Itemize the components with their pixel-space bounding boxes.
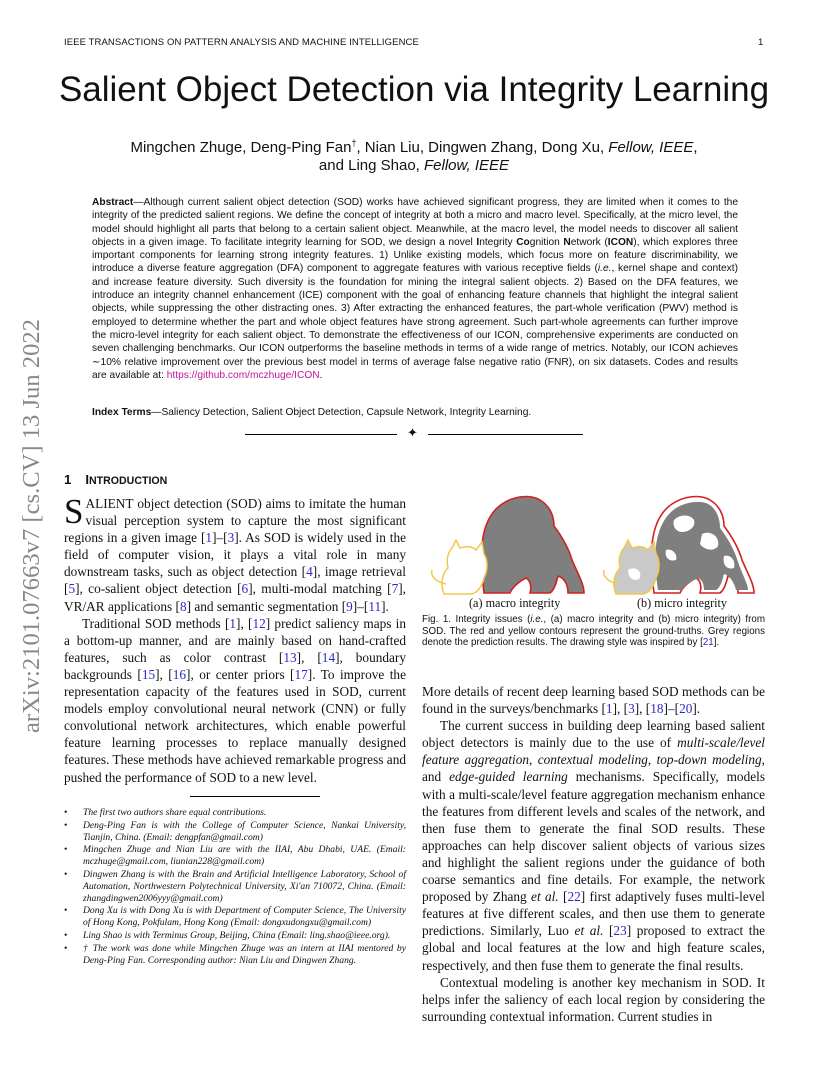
drop-cap: S: [64, 492, 84, 531]
index-terms-text: —Saliency Detection, Salient Object Detection, Capsule Network, Integrity Learning.: [151, 407, 532, 418]
abstract-label: Abstract: [92, 197, 134, 208]
abstract-end: .: [319, 369, 323, 381]
acronym-letter: I: [476, 236, 480, 248]
citation-link[interactable]: 21: [702, 637, 714, 649]
citation-link[interactable]: 3: [628, 701, 635, 717]
text: ], [: [155, 666, 173, 682]
citation-link[interactable]: 6: [241, 581, 249, 597]
acronym-letter: Co: [516, 236, 530, 248]
micro-cat-groundtruth: [614, 540, 659, 594]
citation-link[interactable]: 7: [391, 581, 399, 597]
arxiv-stamp-column: [14, 292, 50, 760]
text: [: [603, 923, 614, 939]
citation-link[interactable]: 16: [172, 666, 187, 682]
footnote-item: • Ling Shao is with Terminus Group, Beijing, China (Email: ling.shao@ieee.org).: [64, 930, 406, 942]
text: ,: [647, 752, 657, 768]
fellow-title-1: Fellow, IEEE: [608, 139, 694, 156]
citation-link[interactable]: 17: [294, 666, 308, 682]
text: ] and semantic segmentation [: [186, 598, 347, 614]
citation-link[interactable]: 1: [205, 530, 213, 546]
figure-label-micro: (b) micro integrity: [637, 596, 728, 610]
caption-text: , (a) macro integrity and (b) micro integrity) from SOD. The red and yellow contours represent the ground-truths. Grey regions denote the prediction results. The drawing style was inspired by [: [422, 614, 765, 649]
text: ]–[: [352, 598, 369, 614]
authors-line1-a: Mingchen Zhuge, Deng-Ping Fan: [130, 139, 352, 156]
citation-link[interactable]: 20: [679, 701, 693, 717]
fellow-title-2: Fellow, IEEE: [424, 157, 510, 174]
text: The current success in building deep learning based salient object detectors is mainly due to the use of: [422, 718, 765, 751]
citation-link[interactable]: 11: [368, 598, 382, 614]
text: ], [: [236, 615, 253, 631]
macro-cat-groundtruth: [442, 540, 487, 594]
footnote-item: • The first two authors share equal contributions.: [64, 807, 406, 819]
authors-line1-c: ,: [693, 139, 698, 156]
footnote-item: • Dingwen Zhang is with the Brain and Artificial Intelligence Laboratory, School of Automation, Northwestern Polytechnical University, Xi'an 710072, China. (Email: zhangdingwen2006yyy@gmail.com): [64, 869, 406, 904]
citation-link[interactable]: 1: [229, 615, 237, 631]
text: ], boundary backgrounds [: [64, 649, 406, 682]
page-number: 1: [758, 37, 764, 48]
code-link[interactable]: https://github.com/mczhuge/ICON: [166, 369, 320, 381]
citation-link[interactable]: 14: [321, 649, 336, 665]
text: ], [: [612, 701, 629, 717]
col2-paragraph-1: [422, 683, 765, 717]
abstract-text-1: —Although current salient object detection (SOD) works have achieved significant progress, they are limited when it comes to the integrity of the predicted salient regions. We define the concept of integrity at both a micro and macro level. Specifically, at the micro level, the model should highlight all parts that belong to a certain salient object. Meanwhile, at the macro level, the model needs to discover all salient objects in a given image. To facilitate integrity learning for SOD, we design a novel: [92, 197, 738, 248]
acronym-letter: N: [563, 236, 571, 248]
section-number: 1: [64, 472, 72, 487]
text: [: [558, 889, 568, 905]
right-column-text: [422, 683, 765, 1025]
text: ], or center priors [: [186, 666, 295, 682]
dagger-mark: †: [351, 138, 357, 148]
separator-line-left: [245, 434, 397, 435]
citation-link[interactable]: 5: [68, 581, 76, 597]
footnote-item: • Deng-Ping Fan is with the College of Computer Science, Nankai University, Tianjin, China. (Email: dengpfan@gmail.com): [64, 820, 406, 844]
citation-link[interactable]: 3: [227, 530, 235, 546]
running-header: IEEE TRANSACTIONS ON PATTERN ANALYSIS AND MACHINE INTELLIGENCE: [64, 37, 419, 48]
index-terms: [92, 407, 738, 418]
text: , and: [422, 752, 765, 785]
arxiv-stamp: arXiv:2101.07663v7 [cs.CV] 13 Jun 2022: [18, 319, 45, 733]
citation-link[interactable]: 12: [252, 615, 266, 631]
text: ]–[: [212, 530, 228, 546]
caption-ie: i.e.: [530, 614, 544, 625]
paper-title: Salient Object Detection via Integrity Learning: [58, 70, 770, 109]
abstract-text-3: , kernel shape and context) and increase feature diversity. Such diversity is the foundation for mining the integral salient objects. 2) Based on the DFA features, we introduce an integrity channel enhancement (ICE) component with the goal of enhancing feature channels that highlight the integral salient objects, while suppressing the other distracting ones. 3) After extracting the enhanced features, the part-whole verification (PWV) method is employed to determine whether the part and whole object features have strong agreement. Such part-whole agreements can further improve the micro-level integrity for each salient object. To demonstrate the effectiveness of our ICON, comprehensive experiments are conducted on seven challenging benchmarks. Our ICON outperforms the baseline methods in terms of a wide range of metrics. Notably, our ICON achieves ∼10% relative improvement over the previous best model in terms of average false negative ratio (FNR), on six datasets. Codes and results are available at:: [92, 263, 738, 381]
abstract-word: ntegrity: [479, 236, 517, 248]
citation-link[interactable]: 13: [283, 649, 297, 665]
text: mechanisms. Specifically, models with a multi-scale/level feature aggregation mechanism enhance the features from different levels and scales of the network, and then fuse them to generate the final SOD results. These approaches can help discover salient objects of various sizes and highlight the salient regions under the guidance of both coarse semantics and fine details. For example, the network proposed by Zhang: [422, 769, 766, 905]
abstract-text-2: ), which explores three important components for learning strong integrity features. 1) Unlike existing models, which focus more on feature discriminability, we introduce a diverse feature aggregation (DFA) component to aggregate features with various receptive fields (: [92, 236, 738, 275]
text: ], image retrieval [: [64, 564, 406, 597]
text: ], [: [296, 649, 322, 665]
emphasis: top-down modeling: [656, 752, 762, 768]
abstract-ie: i.e.: [597, 263, 612, 275]
footnote-item: • † The work was done while Mingchen Zhuge was an intern at IIAI mentored by Deng-Ping Fan. Corresponding author: Nian Liu and Dingwen Zhang.: [64, 943, 406, 967]
citation-link[interactable]: 23: [613, 923, 627, 939]
figure-caption: [422, 614, 765, 649]
text: ].: [692, 701, 701, 717]
citation-link[interactable]: 1: [605, 701, 613, 717]
micro-integrity-panel: [604, 497, 754, 594]
footnote-rule: [190, 796, 320, 797]
text: Traditional SOD methods [: [82, 615, 230, 631]
text: ].: [381, 598, 389, 614]
text: ]. As SOD is widely used in the field of computer vision, it plays a vital role in many downstream tasks, such as object detection [: [64, 530, 407, 580]
footnote-item: • Mingchen Zhuge and Nian Liu are with the IIAI, Abu Dhabi, UAE. (Email: mczhuge@gmail.com, liunian228@gmail.com): [64, 844, 406, 868]
section-initial: I: [85, 472, 90, 487]
macro-integrity-panel: [432, 497, 584, 594]
authors-line2: and Ling Shao,: [318, 157, 425, 174]
macro-dog-prediction: [481, 497, 584, 593]
section-title-rest: NTRODUCTION: [89, 475, 168, 487]
citation-link[interactable]: 4: [306, 564, 313, 580]
emphasis: contextual modeling: [537, 752, 648, 768]
text: ], co-salient object detection [: [75, 581, 242, 597]
author-list: [0, 134, 828, 175]
emphasis: multi-scale/level feature aggregation: [422, 735, 765, 768]
footnote-list: [64, 807, 406, 967]
intro-paragraph-1: [64, 492, 407, 615]
emphasis: et al.: [574, 923, 604, 939]
text: ], multi-modal matching [: [248, 581, 392, 597]
abstract: [92, 196, 738, 382]
col2-paragraph-2: [422, 717, 765, 973]
text: ], VR/AR applications [: [64, 581, 407, 614]
separator-line-right: [428, 434, 583, 435]
index-terms-label: Index Terms: [92, 407, 152, 418]
emphasis: edge-guided learning: [449, 769, 568, 785]
figure-label-macro: (a) macro integrity: [469, 596, 561, 610]
icon-acronym: ICON: [607, 236, 634, 248]
text: More details of recent deep learning based SOD methods can be found in the surveys/benchmarks [: [422, 684, 765, 717]
authors-line1-b: , Nian Liu, Dingwen Zhang, Dong Xu,: [356, 139, 609, 156]
col2-paragraph-3: Contextual modeling is another key mechanism in SOD. It helps infer the saliency of each local region by considering the surrounding contextual information. Current studies in: [422, 974, 765, 1024]
footnote-item: • Dong Xu is with Dong Xu is with Department of Computer Science, The University of Hong Kong, Pokfulam, Hong Kong (Email: dongxudongxu@gmail.com): [64, 905, 406, 929]
text: ,: [529, 752, 538, 768]
caption-text: Fig. 1. Integrity issues (: [422, 614, 531, 625]
emphasis: et al.: [531, 889, 559, 905]
text: ] proposed to extract the global and local features at the low and high feature scales, respectively, and then fuse them to generate the final results.: [422, 923, 765, 973]
figure-integrity-illustration: [422, 490, 765, 610]
text: ]. To improve the representation capacity of the features used in SOD, current models employ convolutional neural network (CNN) or fully convolutional network architectures, which enable powerful feature learning processes to replace manually designed features. These methods have achieved remarkable progress and pushed the performance of SOD to a new level.: [64, 666, 406, 785]
intro-paragraph-2: [64, 615, 406, 786]
separator-star-icon: ✦: [407, 425, 418, 440]
section-heading: [64, 472, 167, 487]
small-caps-word: ALIENT: [85, 496, 134, 511]
citation-link[interactable]: 22: [567, 889, 581, 905]
abstract-word: etwork (: [570, 236, 608, 248]
caption-text: ].: [713, 637, 720, 649]
citation-link[interactable]: 8: [179, 598, 187, 614]
citation-link[interactable]: 18: [650, 701, 664, 717]
text: ]–[: [663, 701, 680, 717]
intro-column: [64, 492, 407, 786]
text: ] first adaptively fuses multi-level features at five different scales, and then use them to generate predictions. Similarly, Luo: [422, 889, 765, 939]
citation-link[interactable]: 15: [141, 666, 156, 682]
text: object detection (SOD) aims to imitate the human visual perception system to capture the most significant regions in a given image [: [64, 496, 406, 546]
abstract-word: gnition: [529, 236, 564, 248]
citation-link[interactable]: 9: [346, 598, 353, 614]
text: ], [: [634, 701, 651, 717]
text: ] predict saliency maps in a bottom-up manner, and are mainly based on hand-crafted features, such as color contrast [: [64, 615, 407, 665]
